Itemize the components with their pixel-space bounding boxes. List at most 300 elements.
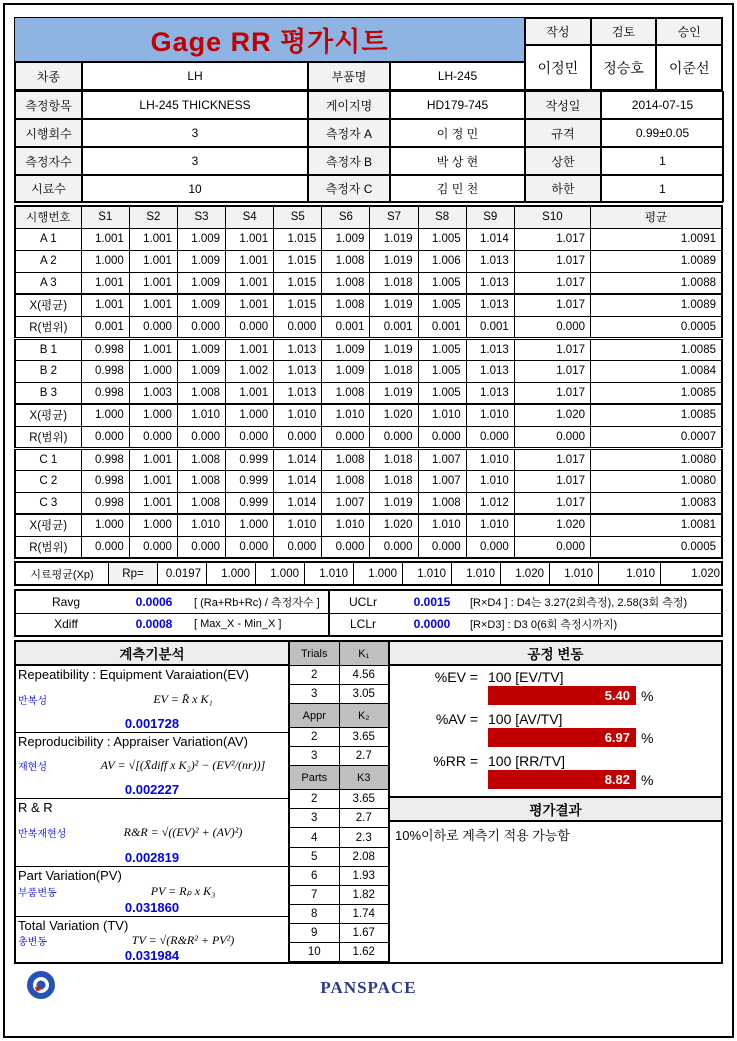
measurement-value-cell: 1.008: [177, 492, 225, 514]
k-factor-row: [290, 685, 388, 704]
measurement-value-cell: 1.010: [466, 470, 514, 492]
info-label: 측정자 A: [308, 119, 390, 147]
measurement-value-cell: 1.0085: [591, 404, 723, 426]
measurement-value-cell: 0.001: [370, 316, 418, 338]
row-label-cell: A 3: [15, 272, 81, 294]
k-n-cell: 5: [311, 850, 318, 863]
measurement-value-cell: 1.001: [81, 272, 129, 294]
measurement-value-cell: 0.0005: [591, 536, 723, 558]
measurement-value-cell: 1.001: [129, 250, 177, 272]
measurement-value-cell: 0.998: [81, 448, 129, 470]
analysis-formula: EV = R̄ x K₁: [153, 691, 213, 706]
column-header-cell: S8: [418, 206, 466, 228]
measurement-value-cell: 0.998: [81, 338, 129, 360]
measurement-value-cell: 0.000: [514, 536, 590, 558]
k-factor-row: [290, 828, 388, 847]
k-factor-row: [290, 886, 388, 905]
info-value-part-name: LH-245: [390, 62, 525, 90]
info-value: 10: [82, 175, 308, 202]
k-n-cell: 10: [307, 945, 321, 958]
measurement-value-cell: 1.001: [129, 470, 177, 492]
column-header-cell: S7: [370, 206, 418, 228]
measurement-value-cell: 1.017: [514, 228, 590, 250]
xdiff-value: 0.0008: [135, 617, 173, 632]
measurement-value-cell: 1.000: [81, 404, 129, 426]
measurement-value-cell: 0.000: [226, 316, 274, 338]
measurement-value-cell: 1.001: [226, 338, 274, 360]
measurement-value-cell: 1.001: [129, 228, 177, 250]
analysis-value: 0.002819: [124, 850, 180, 865]
info-value: 3: [82, 147, 308, 175]
k-n-cell: 3: [311, 750, 318, 763]
measurement-value-cell: 1.000: [226, 514, 274, 536]
approval-header-cell: 승인: [656, 18, 722, 45]
info-value: 2014-07-15: [601, 91, 724, 119]
info-value: HD179-745: [390, 91, 525, 119]
xdiff-note: [ Max_X - Min_X ]: [194, 618, 282, 631]
sheet-title: Gage RR 평가시트: [15, 18, 524, 62]
row-label-cell: B 2: [15, 360, 81, 382]
k-n-cell: 2: [311, 731, 318, 744]
info-value: 1: [601, 147, 724, 175]
measurement-table: [14, 205, 723, 559]
measurement-value-cell: 1.015: [274, 250, 322, 272]
measurement-value-cell: 0.0005: [591, 316, 723, 338]
k-n-cell: 8: [311, 907, 318, 920]
pv-formula: 100 [RR/TV]: [488, 753, 566, 769]
measurement-value-cell: 1.018: [370, 448, 418, 470]
pv-result-bar: 6.97: [488, 728, 636, 747]
analysis-section: [16, 798, 288, 866]
measurement-value-cell: 1.018: [370, 470, 418, 492]
measurement-value-cell: 1.000: [129, 404, 177, 426]
k-value-cell: 1.62: [339, 943, 389, 961]
measurement-row: [15, 404, 722, 426]
ravg-label: Ravg: [51, 594, 80, 609]
measurement-value-cell: 1.017: [514, 382, 590, 404]
lclr-note: [R×D3] : D3 0(6회 측정시까지): [470, 619, 618, 632]
measurement-value-cell: 1.009: [177, 338, 225, 360]
info-value-vehicle: LH: [82, 62, 308, 90]
sample-mean-label: 시료평균(Xp): [30, 568, 94, 581]
k-n-cell: 3: [311, 812, 318, 825]
pv-formula: 100 [EV/TV]: [488, 669, 564, 685]
info-label: 측정자 B: [308, 147, 390, 175]
sample-mean-value-cell: 1.000: [255, 563, 304, 584]
info-label: 작성일: [525, 91, 601, 119]
row-label-cell: X(평균): [15, 514, 81, 536]
uclr-label: UCLr: [348, 594, 377, 609]
analysis-section-name: Repeatibility : Equipment Varaiation(EV): [18, 667, 249, 682]
column-header-cell: S1: [81, 206, 129, 228]
row-label-cell: B 3: [15, 382, 81, 404]
info-label-vehicle: 차종: [15, 62, 82, 90]
pv-unit: %: [641, 687, 654, 704]
sheet-content: [14, 17, 723, 1012]
measurement-row: [15, 338, 722, 360]
info-label: 규격: [525, 119, 601, 147]
k-value-cell: 2.3: [339, 828, 389, 846]
uclr-value: 0.0015: [413, 594, 451, 609]
column-header-cell: S5: [274, 206, 322, 228]
measurement-value-cell: 1.000: [226, 404, 274, 426]
info-label: 하한: [525, 175, 601, 202]
measurement-value-cell: 0.000: [322, 426, 370, 448]
sample-mean-value-cell: 1.020: [660, 563, 725, 584]
analysis-section: [16, 916, 288, 964]
measurement-value-cell: 0.000: [177, 426, 225, 448]
measurement-value-cell: 1.000: [81, 250, 129, 272]
stats-block: [14, 589, 723, 637]
measurement-value-cell: 1.008: [322, 448, 370, 470]
row-label-cell: A 2: [15, 250, 81, 272]
measurement-value-cell: 1.001: [226, 228, 274, 250]
k-header-cell: Trials: [301, 647, 328, 660]
measurement-value-cell: 1.0089: [591, 294, 723, 316]
ravg-value: 0.0006: [135, 594, 173, 609]
k-value-cell: 1.67: [339, 924, 389, 942]
k-n-cell: 9: [311, 926, 318, 939]
measurement-value-cell: 1.007: [322, 492, 370, 514]
measurement-value-cell: 1.020: [370, 404, 418, 426]
measurement-value-cell: 1.019: [370, 228, 418, 250]
measurement-value-cell: 1.001: [226, 382, 274, 404]
measurement-value-cell: 1.008: [322, 272, 370, 294]
pv-result-bar: 8.82: [488, 770, 636, 789]
measurement-value-cell: 1.008: [322, 382, 370, 404]
approval-name-row: [525, 45, 722, 90]
k-value-cell: 2.7: [339, 809, 389, 827]
measurement-value-cell: 1.010: [466, 514, 514, 536]
measurement-value-cell: 1.005: [418, 272, 466, 294]
measurement-value-cell: 0.000: [514, 316, 590, 338]
sample-mean-value-cell: 1.000: [353, 563, 402, 584]
measurement-value-cell: 0.000: [81, 536, 129, 558]
info-label: 시행회수: [15, 119, 82, 147]
measurement-value-cell: 1.013: [274, 382, 322, 404]
measurement-value-cell: 1.020: [514, 514, 590, 536]
measurement-value-cell: 1.019: [370, 338, 418, 360]
analysis-section-name: Part Variation(PV): [18, 868, 122, 883]
info-value: 1: [601, 175, 724, 202]
measurement-row: [15, 360, 722, 382]
measurement-value-cell: 1.014: [274, 492, 322, 514]
measurement-value-cell: 1.010: [466, 448, 514, 470]
k-header-cell: Appr: [302, 709, 326, 722]
analysis-value: 0.001728: [124, 716, 180, 731]
info-label: 측정자 C: [308, 175, 390, 202]
measurement-value-cell: 1.013: [466, 338, 514, 360]
measurement-value-cell: 1.008: [322, 250, 370, 272]
measurement-value-cell: 1.013: [466, 250, 514, 272]
k-factor-row: [290, 867, 388, 886]
measurement-value-cell: 1.013: [274, 338, 322, 360]
measurement-value-cell: 1.017: [514, 338, 590, 360]
k-n-cell: 6: [311, 869, 318, 882]
pv-label: %AV =: [435, 711, 478, 727]
analysis-value: 0.031984: [124, 948, 180, 963]
process-variation-item: [390, 711, 721, 753]
measurement-value-cell: 0.999: [226, 492, 274, 514]
footer: [14, 968, 723, 1012]
measurement-row: [15, 448, 722, 470]
measurement-value-cell: 1.001: [129, 338, 177, 360]
measurement-value-cell: 1.008: [418, 492, 466, 514]
approval-header-row: [525, 18, 722, 45]
measurement-value-cell: 1.008: [177, 448, 225, 470]
row-label-cell: X(평균): [15, 294, 81, 316]
measurement-value-cell: 1.014: [274, 470, 322, 492]
measurement-value-cell: 1.017: [514, 492, 590, 514]
analysis-formula: R&R = √((EV)² + (AV)²): [123, 825, 243, 839]
column-header-cell: S2: [129, 206, 177, 228]
measurement-value-cell: 1.013: [466, 382, 514, 404]
measurement-value-cell: 1.007: [418, 470, 466, 492]
k-header-cell: Parts: [301, 771, 328, 784]
measurement-value-cell: 1.005: [418, 294, 466, 316]
analysis-section-name: R & R: [18, 800, 53, 815]
lclr-value: 0.0000: [413, 617, 451, 632]
k-value-cell: 1.74: [339, 905, 389, 923]
measurement-value-cell: 1.001: [226, 250, 274, 272]
measurement-value-cell: 0.001: [81, 316, 129, 338]
column-header-cell: S6: [322, 206, 370, 228]
info-grid: [14, 91, 723, 203]
measurement-value-cell: 0.998: [81, 492, 129, 514]
measurement-value-cell: 0.000: [177, 316, 225, 338]
measurement-value-cell: 0.000: [370, 536, 418, 558]
column-header-cell: S10: [514, 206, 590, 228]
measurement-value-cell: 1.009: [322, 338, 370, 360]
measurement-value-cell: 0.0007: [591, 426, 723, 448]
info-value: 3: [82, 119, 308, 147]
measurement-value-cell: 0.001: [418, 316, 466, 338]
k-n-cell: 2: [311, 793, 318, 806]
rp-label: Rp=: [108, 563, 157, 584]
k-value-cell: 2.7: [339, 747, 389, 765]
approval-name-cell: 정승호: [591, 45, 657, 90]
measurement-value-cell: 1.017: [514, 360, 590, 382]
measurement-value-cell: 0.000: [226, 536, 274, 558]
measurement-value-cell: 1.008: [177, 470, 225, 492]
k-value-cell: 3.05: [339, 685, 389, 703]
measurement-row: [15, 492, 722, 514]
measurement-value-cell: 1.0089: [591, 250, 723, 272]
process-variation-item: [390, 753, 721, 795]
uclr-note: [R×D4 ] : D4는 3.27(2회측정), 2.58(3회 측정): [470, 596, 688, 609]
measurement-value-cell: 1.001: [81, 294, 129, 316]
measurement-value-cell: 1.010: [418, 404, 466, 426]
measurement-value-cell: 1.019: [370, 250, 418, 272]
measurement-value-cell: 0.000: [274, 426, 322, 448]
lclr-label: LCLr: [349, 617, 376, 632]
measurement-value-cell: 1.009: [177, 294, 225, 316]
info-value: 0.99±0.05: [601, 119, 724, 147]
sample-mean-value-cell: 1.010: [402, 563, 451, 584]
measurement-value-cell: 1.013: [466, 272, 514, 294]
measurement-value-cell: 1.010: [177, 404, 225, 426]
sample-mean-value-cell: 1.010: [549, 563, 598, 584]
info-label: 측정자수: [15, 147, 82, 175]
sample-mean-value-cell: 1.010: [598, 563, 660, 584]
analysis-block: [14, 640, 723, 964]
k-header-cell: K3: [339, 766, 389, 789]
k-value-cell: 4.56: [339, 666, 389, 684]
column-header-cell: S4: [226, 206, 274, 228]
measurement-value-cell: 0.000: [418, 536, 466, 558]
measurement-value-cell: 1.001: [129, 294, 177, 316]
pv-result-bar: 5.40: [488, 686, 636, 705]
k-value-cell: 3.65: [339, 790, 389, 808]
measurement-value-cell: 1.009: [322, 360, 370, 382]
k-header-cell: K₂: [339, 704, 389, 727]
info-row: [14, 91, 723, 119]
sample-mean-value-cell: 1.010: [451, 563, 500, 584]
k-factor-row: [290, 943, 388, 962]
measurement-value-cell: 1.005: [418, 228, 466, 250]
measurement-value-cell: 0.000: [466, 536, 514, 558]
header-block: [14, 17, 723, 91]
measurement-value-cell: 0.998: [81, 382, 129, 404]
analysis-korean-label: 반복재현성: [18, 829, 67, 840]
measurement-value-cell: 1.0081: [591, 514, 723, 536]
pv-label: %EV =: [434, 669, 478, 685]
measurement-value-cell: 1.009: [322, 228, 370, 250]
measurement-value-cell: 1.0083: [591, 492, 723, 514]
measurement-value-cell: 1.008: [322, 294, 370, 316]
measurement-value-cell: 1.012: [466, 492, 514, 514]
xdiff-label: Xdiff: [54, 617, 78, 632]
analysis-value: 0.002227: [124, 782, 180, 797]
pv-formula: 100 [AV/TV]: [488, 711, 563, 727]
measurement-value-cell: 0.001: [322, 316, 370, 338]
info-row: [14, 175, 723, 203]
measurement-value-cell: 0.000: [274, 316, 322, 338]
column-header-cell: 시행번호: [15, 206, 81, 228]
measurement-value-cell: 1.019: [370, 492, 418, 514]
measurement-value-cell: 0.000: [81, 426, 129, 448]
row-label-cell: R(범위): [15, 426, 81, 448]
info-label: 측정항목: [15, 91, 82, 119]
analysis-section-name: Total Variation (TV): [18, 918, 129, 933]
analysis-korean-label: 반복성: [18, 695, 47, 707]
approval-header-cell: 검토: [591, 18, 657, 45]
measurement-value-cell: 1.020: [514, 404, 590, 426]
measurement-value-cell: 1.009: [177, 228, 225, 250]
measurement-value-cell: 1.014: [466, 228, 514, 250]
measurement-value-cell: 1.005: [418, 338, 466, 360]
k-factor-row: [290, 809, 388, 828]
measurement-value-cell: 0.000: [129, 536, 177, 558]
measurement-value-cell: 0.000: [274, 536, 322, 558]
info-row: [14, 119, 723, 147]
pv-unit: %: [641, 729, 654, 746]
measurement-row: [15, 514, 722, 536]
measurement-value-cell: 1.010: [274, 514, 322, 536]
measurement-value-cell: 1.017: [514, 448, 590, 470]
analysis-formula: TV = √(R&R² + PV²): [131, 933, 235, 947]
row-label-cell: X(평균): [15, 404, 81, 426]
measurement-value-cell: 1.000: [129, 514, 177, 536]
info-value: 이 정 민: [390, 119, 525, 147]
k-factor-row: [290, 905, 388, 924]
measurement-value-cell: 1.002: [226, 360, 274, 382]
measurement-value-cell: 1.009: [177, 360, 225, 382]
row-label-cell: R(범위): [15, 536, 81, 558]
measurement-value-cell: 0.000: [322, 536, 370, 558]
pv-label: %RR =: [433, 753, 478, 769]
k-value-cell: 2.08: [339, 848, 389, 866]
ravg-note: [ (Ra+Rb+Rc) / 측정자수 ]: [194, 596, 320, 609]
k-factor-row: [290, 666, 388, 685]
measurement-value-cell: 1.015: [274, 272, 322, 294]
measurement-value-cell: 1.001: [226, 294, 274, 316]
measurement-value-cell: 0.000: [226, 426, 274, 448]
k-factor-table: [290, 642, 390, 962]
measurement-value-cell: 1.000: [129, 360, 177, 382]
measurement-value-cell: 1.010: [322, 514, 370, 536]
sample-mean-value-cell: 1.000: [206, 563, 255, 584]
measurement-value-cell: 1.010: [274, 404, 322, 426]
k-n-cell: 4: [311, 831, 318, 844]
measurement-row: [15, 228, 722, 250]
measurement-row: [15, 272, 722, 294]
process-variation-item: [390, 669, 721, 711]
row-label-cell: C 2: [15, 470, 81, 492]
measurement-value-cell: 1.017: [514, 294, 590, 316]
measurement-value-cell: 1.006: [418, 250, 466, 272]
measurement-value-cell: 0.000: [514, 426, 590, 448]
measurement-row: [15, 250, 722, 272]
info-label: 시료수: [15, 175, 82, 202]
measurement-value-cell: 1.013: [274, 360, 322, 382]
measurement-value-cell: 1.010: [466, 404, 514, 426]
measurement-value-cell: 1.000: [81, 514, 129, 536]
measurement-value-cell: 1.013: [466, 360, 514, 382]
k-header-cell: K₁: [339, 642, 389, 665]
measurement-value-cell: 1.010: [322, 404, 370, 426]
measurement-value-cell: 0.000: [370, 426, 418, 448]
k-factor-row: [290, 747, 388, 766]
measurement-value-cell: 1.010: [418, 514, 466, 536]
analysis-section: [16, 666, 288, 732]
sample-mean-row: [14, 561, 723, 586]
measurement-value-cell: 1.0085: [591, 382, 723, 404]
measurement-value-cell: 0.000: [129, 426, 177, 448]
measurement-row: [15, 316, 722, 338]
measurement-value-cell: 1.0085: [591, 338, 723, 360]
k-factor-row: [290, 924, 388, 943]
measurement-value-cell: 1.007: [418, 448, 466, 470]
measurement-row: [15, 382, 722, 404]
process-variation-title: 공정 변동: [390, 642, 721, 666]
measurement-value-cell: 1.015: [274, 294, 322, 316]
analysis-korean-label: 총변동: [18, 937, 47, 948]
k-n-cell: 2: [311, 669, 318, 682]
measurement-value-cell: 1.001: [129, 492, 177, 514]
sample-mean-value-cell: 1.010: [304, 563, 353, 584]
row-label-cell: C 3: [15, 492, 81, 514]
info-value: 김 민 천: [390, 175, 525, 202]
measurement-value-cell: 1.014: [274, 448, 322, 470]
analysis-title: 계측기분석: [16, 642, 288, 666]
column-header-cell: S3: [177, 206, 225, 228]
analysis-section: [16, 732, 288, 798]
measurement-row: [15, 470, 722, 492]
measurement-header-row: [15, 206, 722, 228]
row-label-cell: R(범위): [15, 316, 81, 338]
measurement-value-cell: 0.001: [466, 316, 514, 338]
